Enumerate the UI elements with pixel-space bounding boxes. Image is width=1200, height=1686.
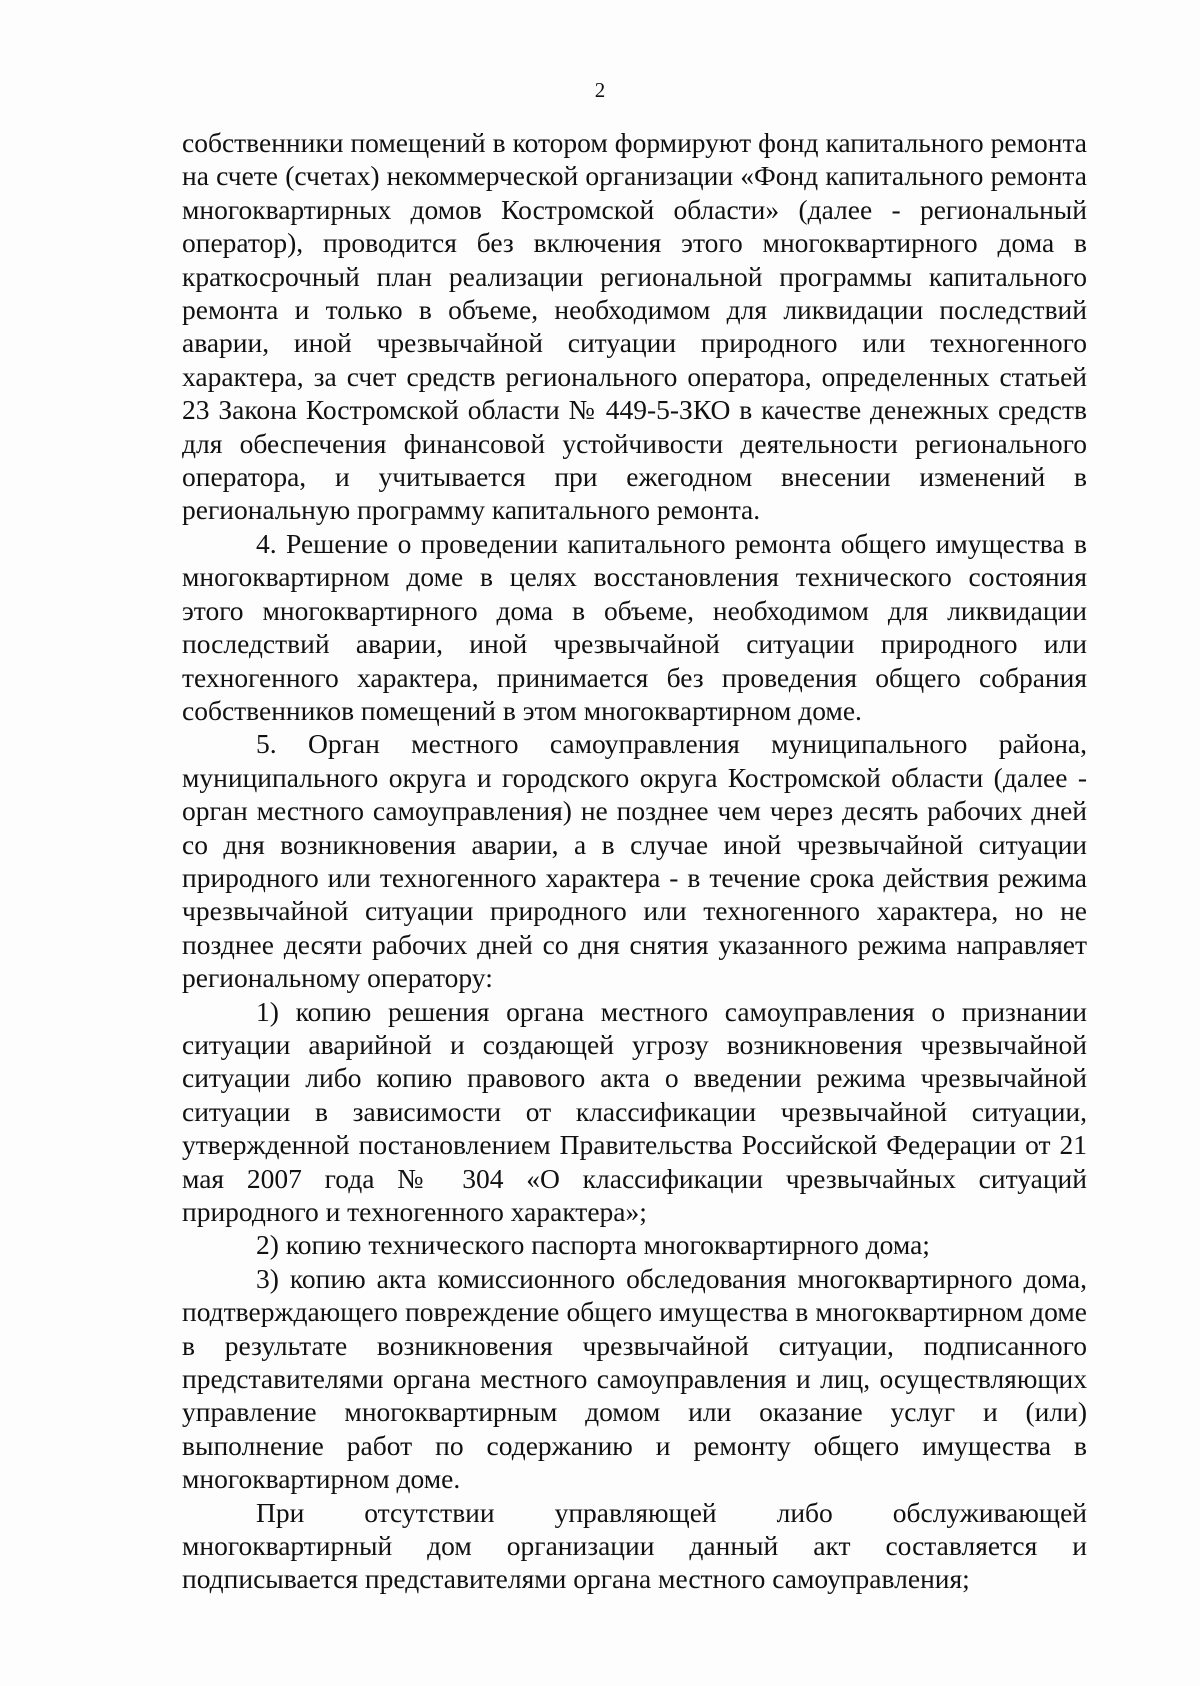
paragraph-item-4: 4. Решение о проведении капитального ремонта общего имущества в многоквартирном доме в целях восстановления технического состояния этого многоквартирного дома в объеме, необходимом для ликвидации последствий аварии, иной чрезвычайной ситуации природного или техногенного характера, принимается без проведения общего собрания собственников помещений в этом многоквартирном доме. <box>182 527 1087 726</box>
document-body <box>182 126 1087 1596</box>
paragraph-continuation: собственники помещений в котором формируют фонд капитального ремонта на счете (счетах) некоммерческой организации «Фонд капитального ремонта многоквартирных домов Костромской области» (далее - региональный оператор), проводится без включения этого многоквартирного дома в краткосрочный план реализации региональной программы капитального ремонта и только в объеме, необходимом для ликвидации последствий аварии, иной чрезвычайной ситуации природного или техногенного характера, за счет средств регионального оператора, определенных статьей 23 Закона Костромской области № 449-5-ЗКО в качестве денежных средств для обеспечения финансовой устойчивости деятельности регионального оператора, и учитывается при ежегодном внесении изменений в региональную программу капитального ремонта. <box>182 127 1087 526</box>
subitem-2: 2) копию технического паспорта многоквартирного дома; <box>256 1229 930 1261</box>
subitem-1: 1) копию решения органа местного самоуправления о признании ситуации аварийной и создающей угрозу возникновения чрезвычайной ситуации либо копию правового акта о введении режима чрезвычайной ситуации в зависимости от классификации чрезвычайной ситуации, утвержденной постановлением Правительства Российской Федерации от 21 мая 2007 года № 304 «О классификации чрезвычайных ситуаций природного и техногенного характера»; <box>182 995 1087 1227</box>
paragraph-item-5: 5. Орган местного самоуправления муниципального района, муниципального округа и городского округа Костромской области (далее - орган местного самоуправления) не позднее чем через десять рабочих дней со дня возникновения аварии, а в случае иной чрезвычайной ситуации природного или техногенного характера - в течение срока действия режима чрезвычайной ситуации природного или техногенного характера, но не позднее десяти рабочих дней со дня снятия указанного режима направляет региональному оператору: <box>182 728 1087 994</box>
page-number: 2 <box>594 78 606 102</box>
subitem-3: 3) копию акта комиссионного обследования многоквартирного дома, подтверждающего повреждение общего имущества в многоквартирном доме в результате возникновения чрезвычайной ситуации, подписанного представителями органа местного самоуправления и лиц, осуществляющих управление многоквартирным домом или оказание услуг и (или) выполнение работ по содержанию и ремонту общего имущества в многоквартирном доме. <box>182 1262 1087 1495</box>
paragraph-absence-note: При отсутствии управляющей либо обслуживающей многоквартирный дом организации данный акт составляется и подписывается представителями органа местного самоуправления; <box>182 1496 1087 1595</box>
